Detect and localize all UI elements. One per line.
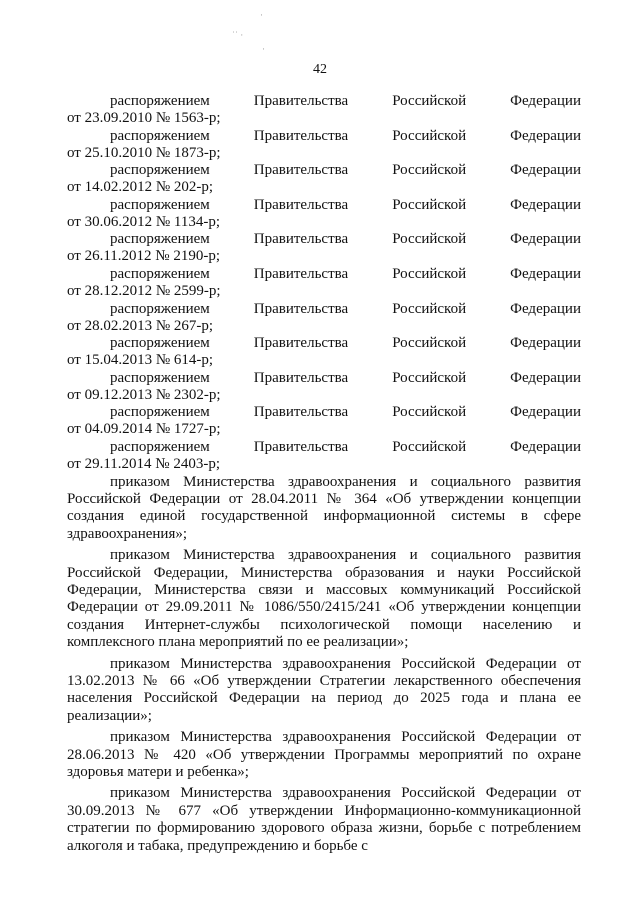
scan-artifact-mark: · [262,44,265,54]
word-federatsii: Федерации [510,265,581,282]
word-rossiyskoy: Российской [392,265,467,282]
page-number: 42 [313,62,327,77]
word-pravitelstva: Правительства [253,438,349,455]
word-rasporyazheniem: распоряжением [110,196,210,213]
word-federatsii: Федерации [510,438,581,455]
rasporyazheniya-list [67,93,581,474]
word-rasporyazheniem: распоряжением [110,127,210,144]
word-federatsii: Федерации [510,404,581,421]
word-rossiyskoy: Российской [392,404,467,421]
rasp-reference: от 09.12.2013 № 2302-р; [67,386,221,403]
rasp-heading-line [67,266,581,283]
word-rasporyazheniem: распоряжением [110,438,210,455]
rasp-reference: от 29.11.2014 № 2403-р; [67,455,221,472]
rasp-heading-line [67,128,581,145]
word-federatsii: Федерации [510,300,581,317]
rasp-reference: от 28.02.2013 № 267-р; [67,317,214,334]
rasp-heading-line [67,370,581,387]
prikazy-list [67,474,581,856]
word-pravitelstva: Правительства [253,300,349,317]
prikaz-paragraph: приказом Министерства здравоохранения и социального развития Российской Федерации, Министерства образования и науки Российской Федерации, Министерства связи и массовых коммуникаций Российской Федерации от 29.09.2011 № 1086/550/2415/241 «Об утверждении концепции создания Интернет-службы психологической помощи населению и комплексного плана мероприятий по ее реализации»; [67,547,581,651]
word-federatsii: Федерации [510,335,581,352]
rasp-heading-line [67,93,581,110]
rasp-reference: от 15.04.2013 № 614-р; [67,352,214,369]
rasp-reference: от 23.09.2010 № 1563-р; [67,110,221,126]
prikaz-paragraph: приказом Министерства здравоохранения Российской Федерации от 28.06.2013 № 420 «Об утверждении Программы мероприятий по охране здоровья матери и ребенка»; [67,729,581,781]
word-federatsii: Федерации [510,369,581,386]
word-pravitelstva: Правительства [253,404,349,421]
word-rossiyskoy: Российской [392,335,467,352]
word-rasporyazheniem: распоряжением [110,231,210,248]
word-rasporyazheniem: распоряжением [110,93,210,109]
word-pravitelstva: Правительства [253,93,349,109]
rasp-reference: от 04.09.2014 № 1727-р; [67,421,221,438]
rasp-heading-line [67,335,581,352]
rasp-heading-line [67,301,581,318]
word-federatsii: Федерации [510,93,581,109]
word-rossiyskoy: Российской [392,300,467,317]
word-pravitelstva: Правительства [253,369,349,386]
rasp-reference: от 30.06.2012 № 1134-р; [67,213,221,230]
rasp-heading-line [67,439,581,456]
rasp-reference: от 26.11.2012 № 2190-р; [67,248,221,265]
rasp-reference: от 25.10.2010 № 1873-р; [67,144,221,161]
word-rossiyskoy: Российской [392,231,467,248]
prikaz-paragraph: приказом Министерства здравоохранения Российской Федерации от 30.09.2013 № 677 «Об утверждении Информационно-коммуникационной стратегии по формированию здорового образа жизни, борьбе с потреблением алкоголя и табака, предупреждению и борьбе с [67,785,581,854]
word-pravitelstva: Правительства [253,196,349,213]
rasp-reference: от 14.02.2012 № 202-р; [67,179,214,196]
word-pravitelstva: Правительства [253,231,349,248]
prikaz-paragraph: приказом Министерства здравоохранения Российской Федерации от 13.02.2013 № 66 «Об утверждении Стратегии лекарственного обеспечения населения Российской Федерации на период до 2025 года и плана ее реализации»; [67,655,581,724]
rasp-heading-line [67,404,581,421]
word-rasporyazheniem: распоряжением [110,404,210,421]
rasp-reference: от 28.12.2012 № 2599-р; [67,282,221,299]
word-rossiyskoy: Российской [392,127,467,144]
word-rasporyazheniem: распоряжением [110,300,210,317]
word-rasporyazheniem: распоряжением [110,369,210,386]
word-federatsii: Федерации [510,231,581,248]
scan-artifact-mark: · [260,10,263,20]
rasp-heading-line [67,197,581,214]
rasp-heading-line [67,231,581,248]
word-pravitelstva: Правительства [253,335,349,352]
word-federatsii: Федерации [510,162,581,179]
document-body [67,93,581,859]
word-rossiyskoy: Российской [392,196,467,213]
word-rasporyazheniem: распоряжением [110,265,210,282]
word-rasporyazheniem: распоряжением [110,162,210,179]
scan-artifact-mark: ˙˙ · [232,30,244,40]
word-federatsii: Федерации [510,127,581,144]
word-pravitelstva: Правительства [253,127,349,144]
word-rossiyskoy: Российской [392,162,467,179]
word-pravitelstva: Правительства [253,162,349,179]
prikaz-paragraph: приказом Министерства здравоохранения и социального развития Российской Федерации от 28.04.2011 № 364 «Об утверждении концепции создания единой государственной информационной системы в сфере здравоохранения»; [67,473,581,542]
rasp-heading-line [67,162,581,179]
word-federatsii: Федерации [510,196,581,213]
word-rossiyskoy: Российской [392,438,467,455]
word-rossiyskoy: Российской [392,93,467,109]
word-pravitelstva: Правительства [253,265,349,282]
word-rasporyazheniem: распоряжением [110,335,210,352]
word-rossiyskoy: Российской [392,369,467,386]
